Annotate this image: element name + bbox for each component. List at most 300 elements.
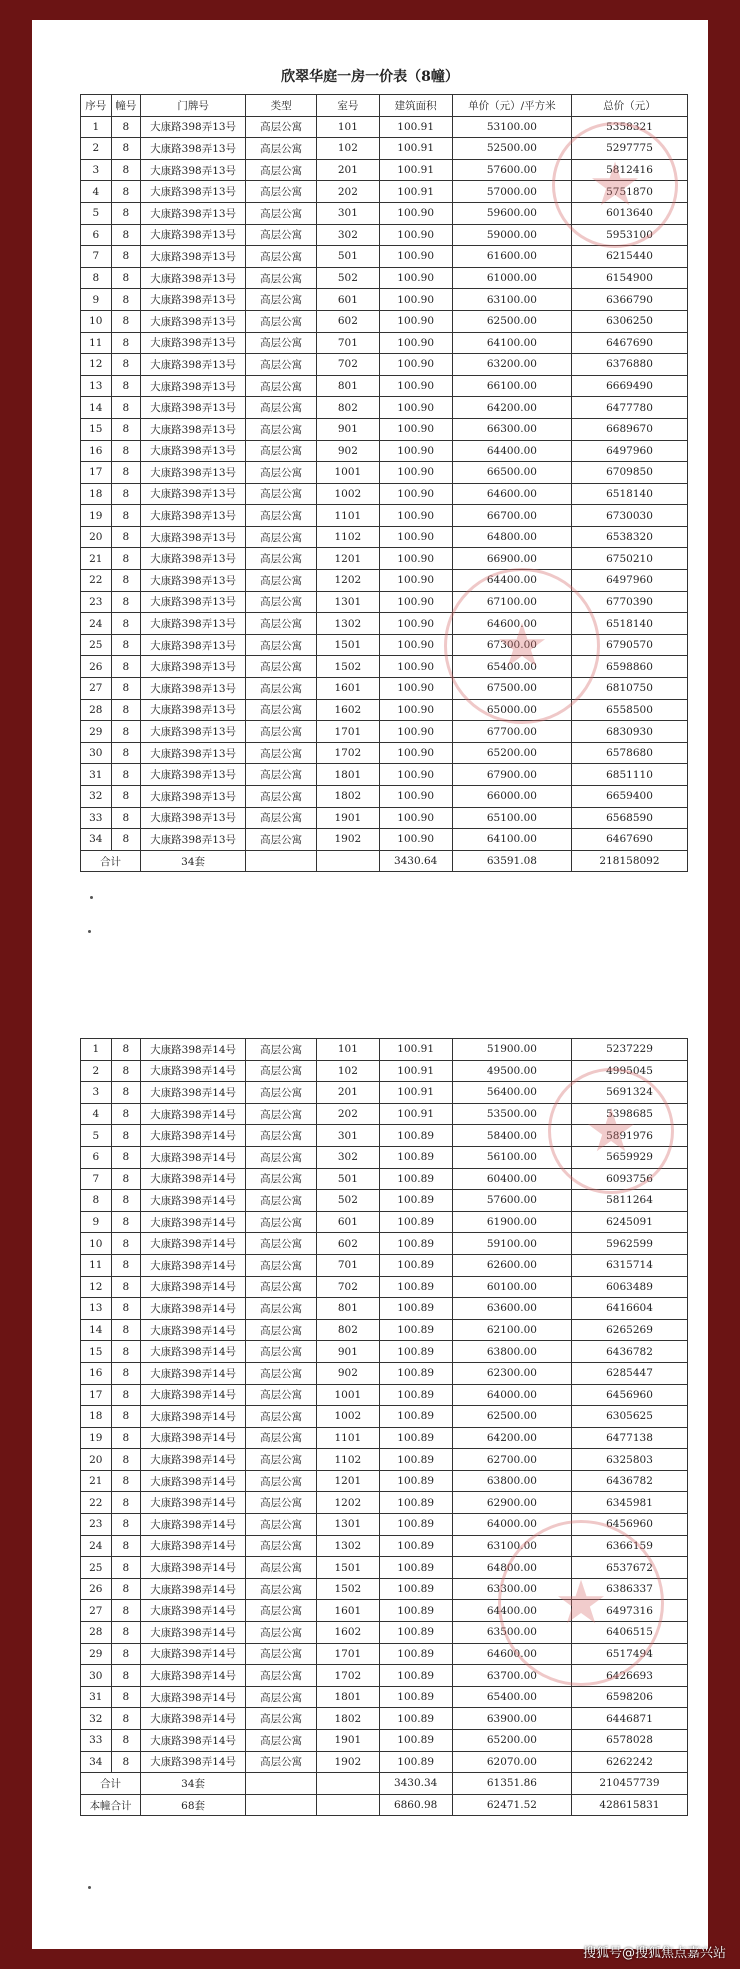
cell-seq: 32 [81,1708,112,1730]
cell-building: 8 [111,224,141,246]
cell-type: 高层公寓 [246,1190,317,1212]
cell-address: 大康路398弄13号 [141,829,246,851]
cell-address: 大康路398弄14号 [141,1103,246,1125]
cell-seq: 20 [81,1449,112,1471]
cell-address: 大康路398弄13号 [141,505,246,527]
total-area: 3430.34 [379,1773,452,1795]
cell-address: 大康路398弄14号 [141,1254,246,1276]
cell-building: 8 [111,1578,141,1600]
building-total-unit-price: 62471.52 [452,1794,571,1816]
cell-area: 100.90 [379,548,452,570]
cell-seq: 34 [81,829,112,851]
cell-type: 高层公寓 [246,1514,317,1536]
header-total-price: 总价（元） [571,95,687,117]
cell-type: 高层公寓 [246,310,317,332]
cell-building: 8 [111,159,141,181]
cell-total-price: 5891976 [571,1125,687,1147]
table-row [81,1427,688,1449]
cell-building: 8 [111,1125,141,1147]
cell-area: 100.89 [379,1665,452,1687]
cell-total-price: 5811264 [571,1190,687,1212]
cell-area: 100.90 [379,289,452,311]
table-row [81,1039,688,1061]
cell-seq: 4 [81,181,112,203]
cell-address: 大康路398弄14号 [141,1600,246,1622]
cell-total-price: 6689670 [571,418,687,440]
cell-seq: 8 [81,1190,112,1212]
cell-area: 100.90 [379,721,452,743]
cell-unit-price: 64600.00 [452,613,571,635]
cell-address: 大康路398弄13号 [141,138,246,160]
cell-room: 602 [317,1233,379,1255]
cell-total-price: 6366790 [571,289,687,311]
cell-seq: 30 [81,1665,112,1687]
cell-building: 8 [111,591,141,613]
cell-area: 100.90 [379,505,452,527]
cell-building: 8 [111,1535,141,1557]
cell-address: 大康路398弄14号 [141,1384,246,1406]
cell-building: 8 [111,829,141,851]
cell-room: 1802 [317,1708,379,1730]
cell-building: 8 [111,1103,141,1125]
table-row [81,1341,688,1363]
building-total-label: 本幢合计 [81,1794,141,1816]
cell-building: 8 [111,1492,141,1514]
cell-area: 100.90 [379,267,452,289]
cell-unit-price: 63500.00 [452,1622,571,1644]
cell-address: 大康路398弄13号 [141,246,246,268]
cell-seq: 12 [81,1276,112,1298]
cell-type: 高层公寓 [246,570,317,592]
cell-address: 大康路398弄13号 [141,570,246,592]
cell-building: 8 [111,678,141,700]
cell-seq: 31 [81,1686,112,1708]
cell-building: 8 [111,1665,141,1687]
official-seal [552,122,678,248]
cell-total-price: 6416604 [571,1298,687,1320]
cell-seq: 21 [81,548,112,570]
cell-type: 高层公寓 [246,721,317,743]
building-total-count: 68套 [141,1794,246,1816]
cell-address: 大康路398弄14号 [141,1514,246,1536]
cell-seq: 27 [81,678,112,700]
cell-type: 高层公寓 [246,440,317,462]
cell-address: 大康路398弄13号 [141,310,246,332]
cell-address: 大康路398弄13号 [141,678,246,700]
cell-address: 大康路398弄13号 [141,591,246,613]
cell-room: 1201 [317,1470,379,1492]
cell-type: 高层公寓 [246,526,317,548]
cell-total-price: 5691324 [571,1082,687,1104]
table-row [81,1254,688,1276]
table-row [81,418,688,440]
cell-seq: 15 [81,1341,112,1363]
cell-building: 8 [111,1254,141,1276]
cell-room: 1602 [317,699,379,721]
cell-building: 8 [111,1341,141,1363]
header-area: 建筑面积 [379,95,452,117]
table-row [81,1319,688,1341]
cell-seq: 2 [81,138,112,160]
cell-room: 1902 [317,1751,379,1773]
cell-seq: 31 [81,764,112,786]
cell-area: 100.89 [379,1449,452,1471]
table-row [81,440,688,462]
cell-address: 大康路398弄14号 [141,1686,246,1708]
cell-total-price: 6790570 [571,634,687,656]
cell-total-price: 6830930 [571,721,687,743]
cell-address: 大康路398弄14号 [141,1319,246,1341]
total-label: 合计 [81,1773,141,1795]
cell-total-price: 6376880 [571,354,687,376]
cell-unit-price: 63300.00 [452,1578,571,1600]
cell-type: 高层公寓 [246,1146,317,1168]
cell-address: 大康路398弄14号 [141,1082,246,1104]
table-row [81,1492,688,1514]
cell-type: 高层公寓 [246,1384,317,1406]
cell-area: 100.89 [379,1341,452,1363]
document-title: 欣翠华庭一房一价表（8幢） [281,69,459,85]
cell-total-price: 6497960 [571,570,687,592]
table-row [81,526,688,548]
cell-seq: 25 [81,1557,112,1579]
cell-total-price: 6477780 [571,397,687,419]
cell-type: 高层公寓 [246,138,317,160]
cell-area: 100.89 [379,1470,452,1492]
cell-room: 1701 [317,721,379,743]
cell-total-price: 6325803 [571,1449,687,1471]
cell-total-price: 6598206 [571,1686,687,1708]
cell-unit-price: 64100.00 [452,332,571,354]
cell-address: 大康路398弄14号 [141,1557,246,1579]
cell-total-price: 6285447 [571,1362,687,1384]
cell-address: 大康路398弄13号 [141,462,246,484]
cell-address: 大康路398弄13号 [141,289,246,311]
table-row [81,1751,688,1773]
cell-area: 100.90 [379,570,452,592]
table-row [81,289,688,311]
cell-room: 1102 [317,1449,379,1471]
cell-room: 102 [317,1060,379,1082]
cell-room: 1502 [317,1578,379,1600]
cell-unit-price: 64000.00 [452,1514,571,1536]
header-seq: 序号 [81,95,112,117]
cell-type: 高层公寓 [246,1751,317,1773]
cell-unit-price: 61600.00 [452,246,571,268]
cell-area: 100.91 [379,1103,452,1125]
cell-room: 1002 [317,483,379,505]
cell-type: 高层公寓 [246,354,317,376]
cell-area: 100.90 [379,678,452,700]
cell-type: 高层公寓 [246,1125,317,1147]
cell-room: 1802 [317,786,379,808]
cell-unit-price: 53500.00 [452,1103,571,1125]
cell-total-price: 6730030 [571,505,687,527]
cell-seq: 26 [81,1578,112,1600]
cell-area: 100.89 [379,1751,452,1773]
cell-unit-price: 56100.00 [452,1146,571,1168]
cell-unit-price: 57000.00 [452,181,571,203]
cell-area: 100.90 [379,354,452,376]
cell-room: 302 [317,1146,379,1168]
cell-unit-price: 59000.00 [452,224,571,246]
cell-type: 高层公寓 [246,1168,317,1190]
cell-type: 高层公寓 [246,1211,317,1233]
cell-total-price: 6578680 [571,742,687,764]
cell-type: 高层公寓 [246,289,317,311]
cell-seq: 13 [81,1298,112,1320]
cell-type: 高层公寓 [246,1276,317,1298]
cell-seq: 9 [81,1211,112,1233]
cell-seq: 7 [81,246,112,268]
cell-address: 大康路398弄14号 [141,1168,246,1190]
cell-building: 8 [111,1557,141,1579]
cell-building: 8 [111,138,141,160]
cell-address: 大康路398弄13号 [141,807,246,829]
official-seal [498,1520,664,1686]
cell-address: 大康路398弄13号 [141,354,246,376]
building-total-row [81,1794,688,1816]
cell-address: 大康路398弄13号 [141,483,246,505]
cell-seq: 16 [81,440,112,462]
cell-type: 高层公寓 [246,807,317,829]
cell-address: 大康路398弄13号 [141,418,246,440]
cell-seq: 11 [81,332,112,354]
cell-address: 大康路398弄14号 [141,1578,246,1600]
cell-room: 1702 [317,742,379,764]
cell-room: 102 [317,138,379,160]
cell-total-price: 6305625 [571,1406,687,1428]
cell-building: 8 [111,656,141,678]
cell-unit-price: 63600.00 [452,1298,571,1320]
cell-total-price: 6598860 [571,656,687,678]
cell-unit-price: 63900.00 [452,1708,571,1730]
cell-type: 高层公寓 [246,1427,317,1449]
cell-unit-price: 62700.00 [452,1449,571,1471]
cell-total-price: 6709850 [571,462,687,484]
cell-room: 1501 [317,1557,379,1579]
cell-building: 8 [111,202,141,224]
cell-room: 902 [317,1362,379,1384]
cell-room: 301 [317,1125,379,1147]
cell-type: 高层公寓 [246,462,317,484]
cell-unit-price: 63200.00 [452,354,571,376]
total-unit-price: 61351.86 [452,1773,571,1795]
cell-unit-price: 66100.00 [452,375,571,397]
cell-unit-price: 67500.00 [452,678,571,700]
cell-seq: 27 [81,1600,112,1622]
cell-type: 高层公寓 [246,1449,317,1471]
cell-building: 8 [111,1600,141,1622]
cell-building: 8 [111,1039,141,1061]
cell-area: 100.89 [379,1276,452,1298]
table-row [81,505,688,527]
cell-total-price: 6477138 [571,1427,687,1449]
cell-area: 100.89 [379,1298,452,1320]
cell-area: 100.89 [379,1492,452,1514]
cell-address: 大康路398弄13号 [141,116,246,138]
cell-total-price: 6568590 [571,807,687,829]
cell-room: 1702 [317,1665,379,1687]
cell-unit-price: 63100.00 [452,289,571,311]
cell-building: 8 [111,1427,141,1449]
table-row [81,397,688,419]
cell-building: 8 [111,1449,141,1471]
cell-seq: 5 [81,202,112,224]
cell-area: 100.90 [379,310,452,332]
cell-unit-price: 67900.00 [452,764,571,786]
cell-total-price: 5953100 [571,224,687,246]
cell-address: 大康路398弄13号 [141,224,246,246]
table-row [81,1233,688,1255]
cell-total-price: 5237229 [571,1039,687,1061]
cell-unit-price: 49500.00 [452,1060,571,1082]
cell-room: 1601 [317,678,379,700]
cell-seq: 33 [81,1730,112,1752]
cell-building: 8 [111,116,141,138]
cell-building: 8 [111,1319,141,1341]
cell-area: 100.89 [379,1686,452,1708]
cell-area: 100.90 [379,332,452,354]
cell-total-price: 6063489 [571,1276,687,1298]
cell-unit-price: 67100.00 [452,591,571,613]
cell-building: 8 [111,526,141,548]
cell-building: 8 [111,1168,141,1190]
cell-address: 大康路398弄14号 [141,1146,246,1168]
cell-seq: 13 [81,375,112,397]
cell-type: 高层公寓 [246,1082,317,1104]
cell-area: 100.90 [379,526,452,548]
building-total-price: 428615831 [571,1794,687,1816]
cell-area: 100.90 [379,246,452,268]
cell-type: 高层公寓 [246,829,317,851]
cell-seq: 17 [81,462,112,484]
cell-total-price: 6518140 [571,613,687,635]
cell-total-price: 6406515 [571,1622,687,1644]
cell-seq: 10 [81,310,112,332]
cell-address: 大康路398弄14号 [141,1427,246,1449]
cell-building: 8 [111,354,141,376]
cell-total-price: 6538320 [571,526,687,548]
cell-building: 8 [111,397,141,419]
cell-room: 1002 [317,1406,379,1428]
cell-building: 8 [111,1470,141,1492]
cell-total-price: 5751870 [571,181,687,203]
cell-unit-price: 65200.00 [452,742,571,764]
cell-seq: 23 [81,591,112,613]
cell-area: 100.91 [379,1060,452,1082]
cell-seq: 25 [81,634,112,656]
cell-type: 高层公寓 [246,397,317,419]
cell-type: 高层公寓 [246,764,317,786]
cell-seq: 19 [81,1427,112,1449]
cell-unit-price: 63100.00 [452,1535,571,1557]
cell-unit-price: 66000.00 [452,786,571,808]
cell-address: 大康路398弄13号 [141,181,246,203]
cell-building: 8 [111,1276,141,1298]
cell-total-price: 5297775 [571,138,687,160]
cell-type: 高层公寓 [246,1362,317,1384]
table-row [81,462,688,484]
cell-area: 100.89 [379,1730,452,1752]
cell-address: 大康路398弄14号 [141,1449,246,1471]
table-total-row [81,850,688,872]
table-row [81,764,688,786]
table-row [81,1686,688,1708]
cell-area: 100.89 [379,1168,452,1190]
total-count: 34套 [141,850,246,872]
cell-total-price: 6669490 [571,375,687,397]
cell-area: 100.89 [379,1406,452,1428]
cell-total-price: 6215440 [571,246,687,268]
cell-address: 大康路398弄14号 [141,1643,246,1665]
cell-address: 大康路398弄14号 [141,1211,246,1233]
table-total-row [81,1773,688,1795]
cell-area: 100.90 [379,764,452,786]
cell-building: 8 [111,1622,141,1644]
cell-unit-price: 65000.00 [452,699,571,721]
cell-address: 大康路398弄14号 [141,1730,246,1752]
cell-building: 8 [111,742,141,764]
cell-unit-price: 61900.00 [452,1211,571,1233]
cell-type: 高层公寓 [246,1730,317,1752]
cell-building: 8 [111,1082,141,1104]
cell-building: 8 [111,1298,141,1320]
scan-mark [90,896,93,899]
cell-area: 100.90 [379,634,452,656]
cell-seq: 33 [81,807,112,829]
cell-area: 100.91 [379,1039,452,1061]
cell-room: 202 [317,181,379,203]
table-row [81,332,688,354]
cell-address: 大康路398弄13号 [141,375,246,397]
cell-type: 高层公寓 [246,159,317,181]
table-row [81,310,688,332]
cell-seq: 32 [81,786,112,808]
cell-room: 702 [317,354,379,376]
cell-room: 601 [317,289,379,311]
cell-building: 8 [111,246,141,268]
cell-room: 902 [317,440,379,462]
cell-total-price: 6810750 [571,678,687,700]
cell-type: 高层公寓 [246,1535,317,1557]
cell-address: 大康路398弄13号 [141,440,246,462]
cell-total-price: 6013640 [571,202,687,224]
cell-type: 高层公寓 [246,483,317,505]
cell-area: 100.89 [379,1319,452,1341]
cell-address: 大康路398弄13号 [141,721,246,743]
cell-building: 8 [111,1190,141,1212]
cell-building: 8 [111,181,141,203]
total-unit-price: 63591.08 [452,850,571,872]
cell-type: 高层公寓 [246,742,317,764]
cell-unit-price: 62500.00 [452,310,571,332]
cell-unit-price: 60400.00 [452,1168,571,1190]
cell-unit-price: 62600.00 [452,1254,571,1276]
cell-seq: 14 [81,397,112,419]
cell-building: 8 [111,505,141,527]
cell-unit-price: 65400.00 [452,1686,571,1708]
cell-room: 201 [317,1082,379,1104]
cell-type: 高层公寓 [246,548,317,570]
cell-total-price: 5812416 [571,159,687,181]
cell-type: 高层公寓 [246,1298,317,1320]
cell-total-price: 6265269 [571,1319,687,1341]
cell-type: 高层公寓 [246,1600,317,1622]
cell-room: 1001 [317,1384,379,1406]
total-price: 210457739 [571,1773,687,1795]
cell-area: 100.90 [379,829,452,851]
